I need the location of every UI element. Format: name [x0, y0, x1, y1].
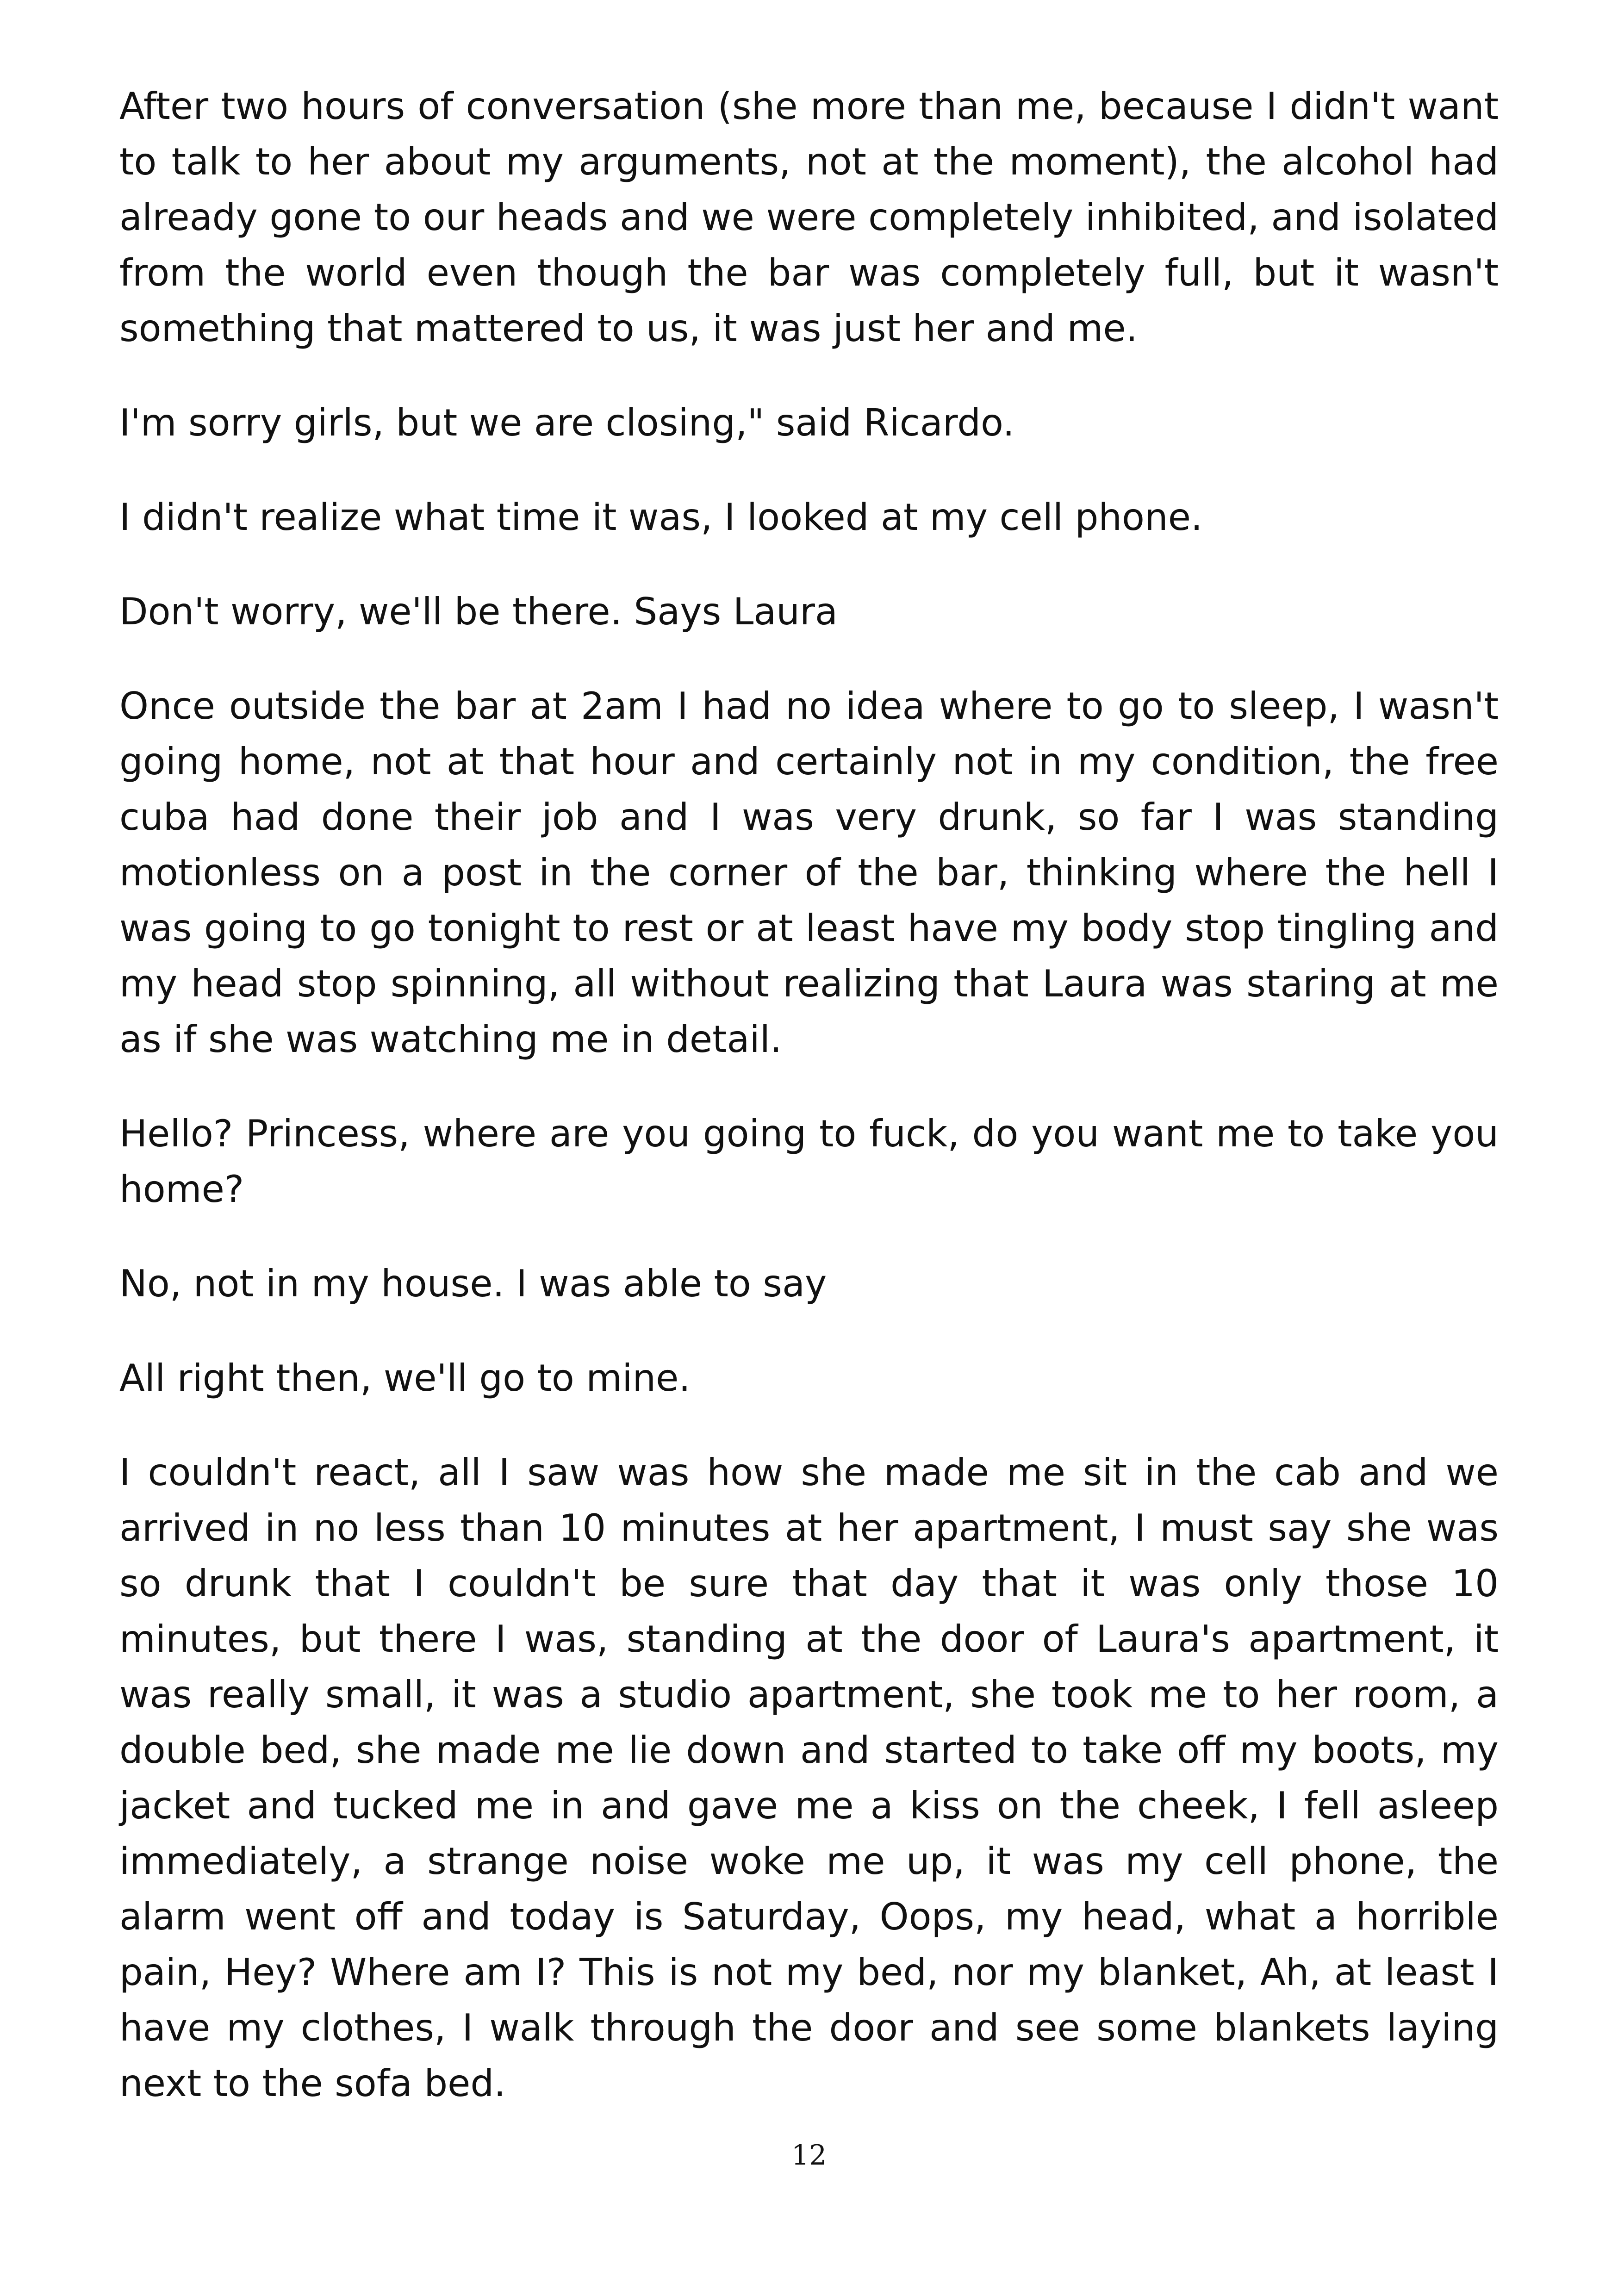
page-number: 12	[791, 2139, 827, 2172]
paragraph-go-to-mine: All right then, we'll go to mine.	[119, 1356, 691, 1400]
paragraph-outside-bar: Once outside the bar at 2am I had no idea where to go to sleep, I wasn't going home, not at that hour and certainly not in my condition, the free cuba had done their job and I was very drunk, so far I was standing motionless on a post in the corner of the bar, thinking where the hell I was going to go tonight to rest or at least have my body stop tingling and my head stop spinning, all without realizing that Laura was staring at me as if she was watching me in detail.	[119, 684, 1499, 1061]
paragraph-cell-phone: I didn't realize what time it was, I looked at my cell phone.	[119, 496, 1203, 539]
paragraph-laura-reply: Don't worry, we'll be there. Says Laura	[119, 590, 838, 633]
paragraph-ricardo-closing: I'm sorry girls, but we are closing," said Ricardo.	[119, 401, 1014, 444]
paragraph-not-my-house: No, not in my house. I was able to say	[119, 1262, 827, 1305]
body-text	[119, 79, 1499, 2150]
paragraph-conversation: After two hours of conversation (she more than me, because I didn't want to talk to her about my arguments, not at the moment), the alcohol had already gone to our heads and we were completely inhibited, and isolated from the world even though the bar was completely full, but it wasn't something that mattered to us, it was just her and me.	[119, 85, 1499, 350]
paragraph-apartment: I couldn't react, all I saw was how she made me sit in the cab and we arrived in no less than 10 minutes at her apartment, I must say she was so drunk that I couldn't be sure that day that it was only those 10 minutes, but there I was, standing at the door of Laura's apartment, it was really small, it was a studio apartment, she took me to her room, a double bed, she made me lie down and started to take off my boots, my jacket and tucked me in and gave me a kiss on the cheek, I fell asleep immediately, a strange noise woke me up, it was my cell phone, the alarm went off and today is Saturday, Oops, my head, what a horrible pain, Hey? Where am I? This is not my bed, nor my blanket, Ah, at least I have my clothes, I walk through the door and see some blankets laying next to the sofa bed.	[119, 1451, 1499, 2105]
paragraph-princess: Hello? Princess, where are you going to fuck, do you want me to take you home?	[119, 1112, 1499, 1211]
